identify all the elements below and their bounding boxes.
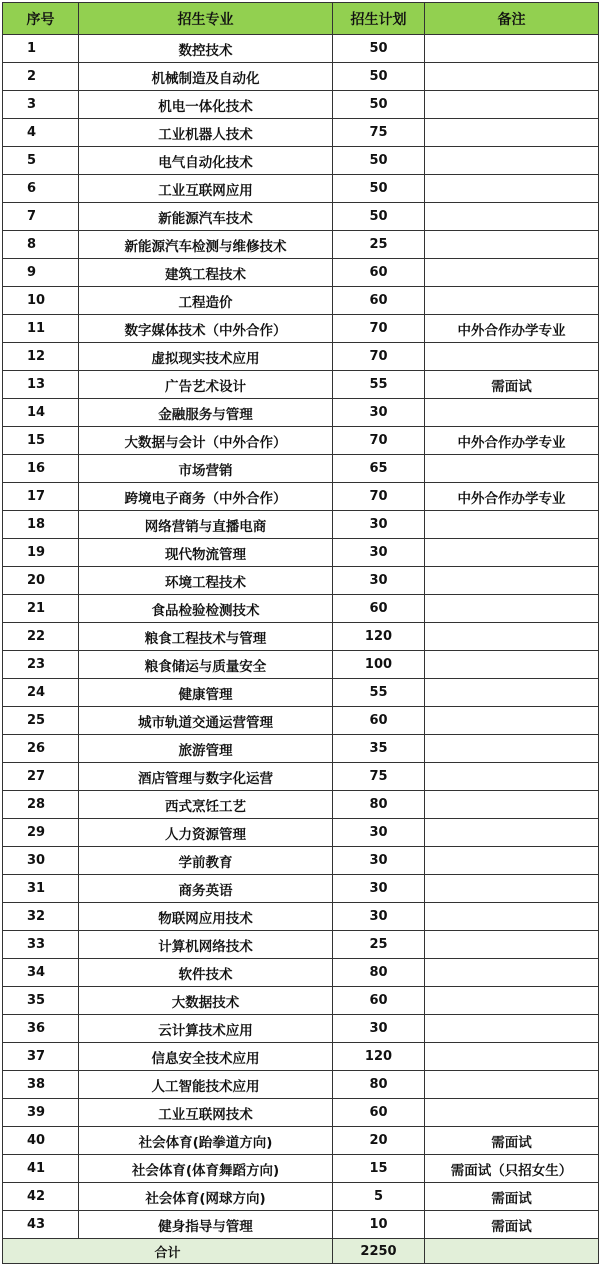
row-seq: 1 xyxy=(3,35,79,63)
row-major: 工业机器人技术 xyxy=(79,119,333,147)
row-plan: 65 xyxy=(333,455,425,483)
table-row xyxy=(3,707,599,735)
row-note xyxy=(425,903,599,931)
table-row xyxy=(3,175,599,203)
table-row xyxy=(3,1155,599,1183)
row-major: 粮食储运与质量安全 xyxy=(79,651,333,679)
row-note xyxy=(425,1043,599,1071)
table-row xyxy=(3,455,599,483)
row-major: 跨境电子商务（中外合作） xyxy=(79,483,333,511)
table-body xyxy=(3,35,599,1239)
row-note xyxy=(425,35,599,63)
table-row xyxy=(3,987,599,1015)
row-major: 城市轨道交通运营管理 xyxy=(79,707,333,735)
row-plan: 25 xyxy=(333,231,425,259)
table-row xyxy=(3,343,599,371)
row-seq: 37 xyxy=(3,1043,79,1071)
table-row xyxy=(3,1043,599,1071)
column-header-plan: 招生计划 xyxy=(333,3,425,35)
row-plan: 30 xyxy=(333,819,425,847)
total-row xyxy=(3,1239,599,1264)
row-major: 计算机网络技术 xyxy=(79,931,333,959)
row-major: 广告艺术设计 xyxy=(79,371,333,399)
row-note xyxy=(425,931,599,959)
row-note: 中外合作办学专业 xyxy=(425,483,599,511)
row-plan: 60 xyxy=(333,1099,425,1127)
row-plan: 70 xyxy=(333,427,425,455)
row-major: 新能源汽车技术 xyxy=(79,203,333,231)
row-seq: 29 xyxy=(3,819,79,847)
table-row xyxy=(3,539,599,567)
row-plan: 30 xyxy=(333,399,425,427)
row-note: 需面试 xyxy=(425,1211,599,1239)
row-plan: 50 xyxy=(333,63,425,91)
row-plan: 30 xyxy=(333,511,425,539)
table-row xyxy=(3,875,599,903)
row-plan: 70 xyxy=(333,483,425,511)
row-note xyxy=(425,707,599,735)
table-row xyxy=(3,903,599,931)
table-row xyxy=(3,791,599,819)
row-major: 环境工程技术 xyxy=(79,567,333,595)
row-seq: 6 xyxy=(3,175,79,203)
row-seq: 3 xyxy=(3,91,79,119)
row-note xyxy=(425,203,599,231)
row-seq: 25 xyxy=(3,707,79,735)
row-plan: 60 xyxy=(333,287,425,315)
row-note xyxy=(425,91,599,119)
row-seq: 17 xyxy=(3,483,79,511)
column-header-note: 备注 xyxy=(425,3,599,35)
row-plan: 55 xyxy=(333,679,425,707)
row-plan: 50 xyxy=(333,91,425,119)
row-seq: 19 xyxy=(3,539,79,567)
table-row xyxy=(3,847,599,875)
row-major: 人工智能技术应用 xyxy=(79,1071,333,1099)
row-note xyxy=(425,511,599,539)
row-plan: 70 xyxy=(333,343,425,371)
column-header-major: 招生专业 xyxy=(79,3,333,35)
table-row xyxy=(3,735,599,763)
row-major: 工业互联网技术 xyxy=(79,1099,333,1127)
row-plan: 50 xyxy=(333,35,425,63)
row-note xyxy=(425,595,599,623)
row-major: 大数据技术 xyxy=(79,987,333,1015)
row-seq: 4 xyxy=(3,119,79,147)
row-note xyxy=(425,119,599,147)
table-row xyxy=(3,595,599,623)
row-note xyxy=(425,259,599,287)
row-seq: 18 xyxy=(3,511,79,539)
total-value: 2250 xyxy=(333,1239,425,1264)
row-seq: 12 xyxy=(3,343,79,371)
table-row xyxy=(3,1099,599,1127)
row-plan: 70 xyxy=(333,315,425,343)
row-seq: 41 xyxy=(3,1155,79,1183)
row-note xyxy=(425,791,599,819)
table-row xyxy=(3,203,599,231)
row-seq: 43 xyxy=(3,1211,79,1239)
row-major: 学前教育 xyxy=(79,847,333,875)
row-plan: 30 xyxy=(333,875,425,903)
row-plan: 80 xyxy=(333,959,425,987)
row-major: 物联网应用技术 xyxy=(79,903,333,931)
row-seq: 39 xyxy=(3,1099,79,1127)
table-row xyxy=(3,371,599,399)
row-note xyxy=(425,343,599,371)
row-note xyxy=(425,287,599,315)
row-major: 酒店管理与数字化运营 xyxy=(79,763,333,791)
row-seq: 36 xyxy=(3,1015,79,1043)
row-seq: 11 xyxy=(3,315,79,343)
row-seq: 21 xyxy=(3,595,79,623)
row-major: 工程造价 xyxy=(79,287,333,315)
row-note xyxy=(425,175,599,203)
row-seq: 2 xyxy=(3,63,79,91)
row-note: 需面试 xyxy=(425,371,599,399)
row-plan: 30 xyxy=(333,847,425,875)
row-note xyxy=(425,63,599,91)
row-seq: 31 xyxy=(3,875,79,903)
row-major: 健康管理 xyxy=(79,679,333,707)
row-seq: 9 xyxy=(3,259,79,287)
table-row xyxy=(3,959,599,987)
row-major: 工业互联网应用 xyxy=(79,175,333,203)
row-note: 需面试 xyxy=(425,1183,599,1211)
row-seq: 8 xyxy=(3,231,79,259)
row-plan: 30 xyxy=(333,539,425,567)
table-row xyxy=(3,679,599,707)
table-row xyxy=(3,63,599,91)
table-row xyxy=(3,623,599,651)
row-note xyxy=(425,1071,599,1099)
row-note xyxy=(425,847,599,875)
row-note xyxy=(425,1015,599,1043)
row-note: 中外合作办学专业 xyxy=(425,427,599,455)
total-note xyxy=(425,1239,599,1264)
table-row xyxy=(3,931,599,959)
row-seq: 32 xyxy=(3,903,79,931)
table-row xyxy=(3,399,599,427)
row-seq: 23 xyxy=(3,651,79,679)
row-seq: 35 xyxy=(3,987,79,1015)
row-major: 现代物流管理 xyxy=(79,539,333,567)
row-major: 商务英语 xyxy=(79,875,333,903)
table-row xyxy=(3,427,599,455)
row-major: 机械制造及自动化 xyxy=(79,63,333,91)
table-row xyxy=(3,1211,599,1239)
row-seq: 26 xyxy=(3,735,79,763)
row-plan: 50 xyxy=(333,147,425,175)
row-plan: 60 xyxy=(333,987,425,1015)
table-row xyxy=(3,259,599,287)
table-row xyxy=(3,567,599,595)
row-plan: 15 xyxy=(333,1155,425,1183)
row-seq: 34 xyxy=(3,959,79,987)
table-row xyxy=(3,1127,599,1155)
row-major: 数控技术 xyxy=(79,35,333,63)
row-major: 新能源汽车检测与维修技术 xyxy=(79,231,333,259)
row-plan: 100 xyxy=(333,651,425,679)
row-major: 健身指导与管理 xyxy=(79,1211,333,1239)
row-plan: 75 xyxy=(333,763,425,791)
row-major: 大数据与会计（中外合作） xyxy=(79,427,333,455)
row-major: 信息安全技术应用 xyxy=(79,1043,333,1071)
row-note xyxy=(425,819,599,847)
row-plan: 20 xyxy=(333,1127,425,1155)
row-note xyxy=(425,455,599,483)
row-major: 旅游管理 xyxy=(79,735,333,763)
table-row xyxy=(3,651,599,679)
row-major: 金融服务与管理 xyxy=(79,399,333,427)
row-plan: 30 xyxy=(333,567,425,595)
row-plan: 60 xyxy=(333,259,425,287)
row-major: 社会体育(跆拳道方向) xyxy=(79,1127,333,1155)
row-major: 建筑工程技术 xyxy=(79,259,333,287)
row-seq: 38 xyxy=(3,1071,79,1099)
row-plan: 25 xyxy=(333,931,425,959)
row-note xyxy=(425,651,599,679)
row-plan: 5 xyxy=(333,1183,425,1211)
row-note xyxy=(425,959,599,987)
row-note xyxy=(425,231,599,259)
row-major: 西式烹饪工艺 xyxy=(79,791,333,819)
row-seq: 20 xyxy=(3,567,79,595)
table-row xyxy=(3,511,599,539)
table-row xyxy=(3,147,599,175)
row-seq: 14 xyxy=(3,399,79,427)
row-major: 数字媒体技术（中外合作） xyxy=(79,315,333,343)
row-note xyxy=(425,679,599,707)
row-plan: 10 xyxy=(333,1211,425,1239)
row-plan: 30 xyxy=(333,903,425,931)
row-major: 社会体育(网球方向) xyxy=(79,1183,333,1211)
row-note xyxy=(425,399,599,427)
row-note xyxy=(425,1099,599,1127)
row-plan: 60 xyxy=(333,595,425,623)
row-plan: 80 xyxy=(333,1071,425,1099)
row-seq: 30 xyxy=(3,847,79,875)
enrollment-plan-table xyxy=(2,2,599,1264)
row-major: 电气自动化技术 xyxy=(79,147,333,175)
table-row xyxy=(3,315,599,343)
row-plan: 80 xyxy=(333,791,425,819)
row-seq: 33 xyxy=(3,931,79,959)
row-plan: 120 xyxy=(333,1043,425,1071)
row-seq: 40 xyxy=(3,1127,79,1155)
row-note xyxy=(425,987,599,1015)
row-plan: 35 xyxy=(333,735,425,763)
row-major: 粮食工程技术与管理 xyxy=(79,623,333,651)
table-row xyxy=(3,35,599,63)
row-note xyxy=(425,875,599,903)
row-note xyxy=(425,735,599,763)
row-seq: 15 xyxy=(3,427,79,455)
row-seq: 28 xyxy=(3,791,79,819)
column-header-seq: 序号 xyxy=(3,3,79,35)
row-major: 软件技术 xyxy=(79,959,333,987)
table-row xyxy=(3,1015,599,1043)
row-note xyxy=(425,539,599,567)
row-plan: 50 xyxy=(333,203,425,231)
table-row xyxy=(3,483,599,511)
row-note xyxy=(425,147,599,175)
row-plan: 120 xyxy=(333,623,425,651)
table-row xyxy=(3,119,599,147)
table-row xyxy=(3,763,599,791)
table-row xyxy=(3,1183,599,1211)
row-seq: 22 xyxy=(3,623,79,651)
row-seq: 10 xyxy=(3,287,79,315)
row-note: 需面试（只招女生） xyxy=(425,1155,599,1183)
row-major: 虚拟现实技术应用 xyxy=(79,343,333,371)
row-plan: 50 xyxy=(333,175,425,203)
row-plan: 75 xyxy=(333,119,425,147)
table-row xyxy=(3,287,599,315)
row-note xyxy=(425,763,599,791)
row-plan: 30 xyxy=(333,1015,425,1043)
row-seq: 24 xyxy=(3,679,79,707)
table-row xyxy=(3,91,599,119)
row-note: 中外合作办学专业 xyxy=(425,315,599,343)
row-seq: 5 xyxy=(3,147,79,175)
row-major: 机电一体化技术 xyxy=(79,91,333,119)
total-label: 合计 xyxy=(3,1239,333,1264)
row-major: 食品检验检测技术 xyxy=(79,595,333,623)
table-row xyxy=(3,819,599,847)
row-seq: 7 xyxy=(3,203,79,231)
row-plan: 55 xyxy=(333,371,425,399)
table-row xyxy=(3,1071,599,1099)
row-plan: 60 xyxy=(333,707,425,735)
row-note xyxy=(425,623,599,651)
row-major: 人力资源管理 xyxy=(79,819,333,847)
header-row xyxy=(3,3,599,35)
table-row xyxy=(3,231,599,259)
row-major: 网络营销与直播电商 xyxy=(79,511,333,539)
row-seq: 13 xyxy=(3,371,79,399)
row-seq: 16 xyxy=(3,455,79,483)
row-seq: 27 xyxy=(3,763,79,791)
row-major: 社会体育(体育舞蹈方向) xyxy=(79,1155,333,1183)
row-seq: 42 xyxy=(3,1183,79,1211)
row-major: 云计算技术应用 xyxy=(79,1015,333,1043)
row-note: 需面试 xyxy=(425,1127,599,1155)
row-major: 市场营销 xyxy=(79,455,333,483)
row-note xyxy=(425,567,599,595)
